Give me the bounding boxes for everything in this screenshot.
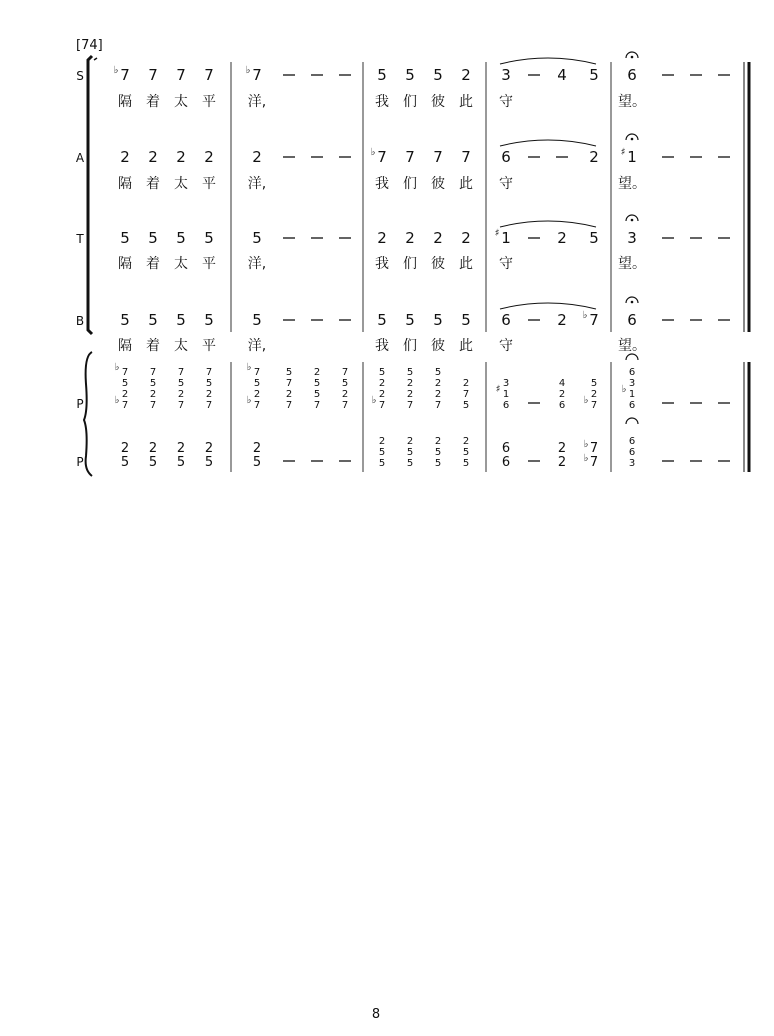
staff-a (76, 134, 730, 192)
chord-note: 7 (253, 367, 261, 378)
chord-note: 6 (628, 400, 636, 411)
lyric-syllable: 们 (403, 94, 417, 110)
lyric-syllable: 隔 (118, 256, 132, 272)
note: 2 (148, 148, 158, 166)
chord-note: 2 (253, 389, 261, 400)
note: 2 (405, 229, 415, 247)
lyric-syllable: 洋, (247, 176, 267, 192)
lyric-syllable: 太 (174, 176, 188, 192)
lyric-syllable: 们 (403, 256, 417, 272)
note: 2 (589, 148, 599, 166)
note: 5 (252, 229, 262, 247)
chord-note: 2 (313, 367, 321, 378)
lyric-syllable: 此 (459, 338, 473, 354)
chord-note: 1 (628, 389, 636, 400)
note: 5 (433, 66, 443, 84)
piano-brace (84, 352, 92, 476)
note: 5 (405, 66, 415, 84)
note: 2 (557, 311, 567, 329)
piano-staves (76, 354, 730, 470)
lyric-syllable: 彼 (431, 338, 445, 354)
chord-note: 2 (590, 389, 598, 400)
note: 6 (501, 311, 511, 329)
lyric-syllable: 我 (375, 256, 389, 272)
lyric-syllable: 望。 (618, 256, 646, 272)
voice-label: T (76, 232, 84, 246)
accidental: ♯ (494, 228, 500, 239)
lyric-syllable: 平 (202, 94, 216, 110)
chord-note: 2 (557, 455, 567, 470)
piano-staff-2 (76, 418, 730, 470)
accidental: ♭ (583, 439, 589, 450)
chord-note: 7 (406, 400, 414, 411)
staff-t (75, 215, 730, 272)
chord-note: 2 (285, 389, 293, 400)
fermata-icon (626, 354, 638, 360)
chord-note: 2 (378, 389, 386, 400)
chord-note: 6 (628, 367, 636, 378)
accidental: ♭ (246, 395, 252, 406)
chord-note: 7 (149, 400, 157, 411)
note: 7 (120, 66, 130, 84)
chord-note: 6 (501, 455, 511, 470)
chord-note: 5 (120, 455, 130, 470)
chord-note: 7 (205, 367, 213, 378)
note: 7 (433, 148, 443, 166)
chord-note: 2 (177, 389, 185, 400)
lyric-syllable: 着 (146, 256, 160, 272)
note: 7 (377, 148, 387, 166)
lyric-syllable: 洋, (247, 94, 267, 110)
chord-note: 7 (121, 400, 129, 411)
chord-note: 3 (502, 378, 510, 389)
chord-note: 6 (502, 400, 510, 411)
note: 5 (377, 311, 387, 329)
chord-note: 2 (378, 378, 386, 389)
barlines (231, 62, 749, 472)
system-brackets (84, 56, 97, 476)
chord-note: 7 (121, 367, 129, 378)
lyric-syllable: 们 (403, 176, 417, 192)
note: 5 (176, 229, 186, 247)
piano-label: P (76, 397, 84, 411)
lyric-syllable: 隔 (118, 338, 132, 354)
slur (500, 221, 596, 227)
accidental: ♭ (114, 395, 120, 406)
chord-note: 5 (204, 455, 214, 470)
chord-note: 5 (462, 447, 470, 458)
chord-note: 3 (628, 458, 636, 469)
accidental: ♯ (620, 147, 626, 158)
chord-note: 2 (205, 389, 213, 400)
lyric-syllable: 我 (375, 338, 389, 354)
note: 6 (627, 311, 637, 329)
accidental: ♭ (582, 310, 588, 321)
chord-note: 5 (313, 378, 321, 389)
lyric-syllable: 望。 (618, 338, 646, 354)
chord-note: 5 (406, 458, 414, 469)
note: 7 (252, 66, 262, 84)
slur (500, 303, 596, 309)
chord-note: 2 (406, 378, 414, 389)
chord-note: 3 (628, 378, 636, 389)
staff-b (76, 297, 730, 354)
slur (500, 58, 596, 64)
chord-note: 5 (176, 455, 186, 470)
chord-note: 6 (501, 441, 511, 456)
choir-bracket (88, 56, 92, 334)
lyric-syllable: 彼 (431, 176, 445, 192)
voice-label: B (75, 314, 85, 328)
fermata-dot (631, 301, 634, 304)
chord-note: 2 (204, 441, 214, 456)
lyric-syllable: 隔 (118, 94, 132, 110)
accidental: ♭ (114, 362, 120, 373)
lyric-syllable: 此 (459, 256, 473, 272)
fermata-dot (631, 138, 634, 141)
note: 7 (405, 148, 415, 166)
chord-note: 2 (176, 441, 186, 456)
lyric-syllable: 着 (146, 94, 160, 110)
lyric-syllable: 着 (146, 176, 160, 192)
lyric-syllable: 平 (202, 338, 216, 354)
chord-note: 7 (462, 389, 470, 400)
chord-note: 5 (434, 367, 442, 378)
note: 5 (377, 66, 387, 84)
note: 5 (120, 311, 130, 329)
lyric-syllable: 隔 (118, 176, 132, 192)
chord-note: 5 (177, 378, 185, 389)
note: 5 (148, 229, 158, 247)
lyric-syllable: 洋, (247, 256, 267, 272)
chord-note: 2 (378, 436, 386, 447)
note: 7 (204, 66, 214, 84)
note: 3 (627, 229, 637, 247)
note: 5 (589, 229, 599, 247)
piano-staff-1 (76, 354, 730, 411)
chord-note: 2 (148, 441, 158, 456)
chord-note: 2 (434, 436, 442, 447)
accidental: ♭ (113, 65, 119, 76)
chord-note: 5 (406, 367, 414, 378)
chord-note: 4 (558, 378, 566, 389)
chord-note: 7 (341, 367, 349, 378)
note: 2 (557, 229, 567, 247)
chord-note: 7 (313, 400, 321, 411)
chord-note: 5 (378, 458, 386, 469)
accidental: ♭ (621, 384, 627, 395)
chord-note: 7 (285, 400, 293, 411)
lyric-syllable: 守 (499, 338, 513, 354)
accidental: ♯ (495, 384, 501, 395)
note: 5 (148, 311, 158, 329)
note: 4 (557, 66, 567, 84)
lyric-syllable: 平 (202, 256, 216, 272)
chord-note: 5 (434, 447, 442, 458)
chord-note: 2 (120, 441, 130, 456)
lyric-syllable: 彼 (431, 256, 445, 272)
chord-note: 5 (149, 378, 157, 389)
accidental: ♭ (583, 453, 589, 464)
chord-note: 2 (462, 436, 470, 447)
voice-label: S (76, 69, 84, 83)
lyric-syllable: 此 (459, 94, 473, 110)
note: 7 (461, 148, 471, 166)
chord-note: 7 (378, 400, 386, 411)
bracket-hook (94, 58, 97, 60)
chord-note: 2 (434, 378, 442, 389)
lyric-syllable: 我 (375, 176, 389, 192)
chord-note: 7 (589, 455, 599, 470)
chord-note: 5 (378, 367, 386, 378)
fermata-dot (631, 219, 634, 222)
lyric-syllable: 太 (174, 94, 188, 110)
note: 6 (501, 148, 511, 166)
note: 2 (433, 229, 443, 247)
accidental: ♭ (246, 362, 252, 373)
lyric-syllable: 望。 (618, 94, 646, 110)
note: 2 (204, 148, 214, 166)
lyric-syllable: 守 (499, 256, 513, 272)
chord-note: 5 (285, 367, 293, 378)
staff-s (76, 52, 730, 110)
lyric-syllable: 守 (499, 94, 513, 110)
accidental: ♭ (370, 147, 376, 158)
note: 2 (176, 148, 186, 166)
chord-note: 1 (502, 389, 510, 400)
chord-note: 7 (253, 400, 261, 411)
lyric-syllable: 太 (174, 338, 188, 354)
note: 2 (252, 148, 262, 166)
note: 5 (204, 229, 214, 247)
lyric-syllable: 平 (202, 176, 216, 192)
fermata-icon (626, 418, 638, 424)
chord-note: 5 (462, 400, 470, 411)
page-number: 8 (371, 1007, 381, 1022)
note: 5 (589, 66, 599, 84)
note: 7 (148, 66, 158, 84)
note: 5 (405, 311, 415, 329)
chord-note: 7 (177, 367, 185, 378)
chord-note: 7 (205, 400, 213, 411)
slur (500, 140, 596, 146)
note: 1 (501, 229, 511, 247)
note: 5 (120, 229, 130, 247)
chord-note: 7 (149, 367, 157, 378)
chord-note: 7 (285, 378, 293, 389)
chord-note: 7 (589, 441, 599, 456)
piano-label: P (76, 455, 84, 469)
chord-note: 2 (406, 389, 414, 400)
lyric-syllable: 我 (375, 94, 389, 110)
rehearsal-mark: [74] (76, 38, 103, 53)
chord-note: 6 (628, 447, 636, 458)
chord-note: 5 (462, 458, 470, 469)
chord-note: 7 (434, 400, 442, 411)
chord-note: 5 (434, 458, 442, 469)
note: 7 (589, 311, 599, 329)
chord-note: 5 (205, 378, 213, 389)
lyric-syllable: 守 (499, 176, 513, 192)
lyric-syllable: 太 (174, 256, 188, 272)
voice-label: A (75, 151, 85, 165)
chord-note: 5 (313, 389, 321, 400)
chord-note: 6 (558, 400, 566, 411)
note: 3 (501, 66, 511, 84)
note: 7 (176, 66, 186, 84)
lyric-syllable: 洋, (247, 338, 267, 354)
note: 5 (204, 311, 214, 329)
note: 2 (461, 229, 471, 247)
note: 2 (461, 66, 471, 84)
note: 5 (252, 311, 262, 329)
chord-note: 2 (462, 378, 470, 389)
note: 1 (627, 148, 637, 166)
note: 6 (627, 66, 637, 84)
note: 5 (176, 311, 186, 329)
fermata-dot (631, 56, 634, 59)
chord-note: 2 (149, 389, 157, 400)
chord-note: 7 (590, 400, 598, 411)
vocal-staves (75, 52, 730, 354)
lyric-syllable: 望。 (618, 176, 646, 192)
lyric-syllable: 此 (459, 176, 473, 192)
chord-note: 7 (177, 400, 185, 411)
chord-note: 2 (434, 389, 442, 400)
chord-note: 5 (148, 455, 158, 470)
chord-note: 5 (406, 447, 414, 458)
chord-note: 6 (628, 436, 636, 447)
accidental: ♭ (245, 65, 251, 76)
chord-note: 2 (341, 389, 349, 400)
note: 2 (377, 229, 387, 247)
chord-note: 5 (590, 378, 598, 389)
chord-note: 5 (121, 378, 129, 389)
chord-note: 2 (557, 441, 567, 456)
note: 5 (433, 311, 443, 329)
chord-note: 2 (252, 441, 262, 456)
chord-note: 5 (341, 378, 349, 389)
lyric-syllable: 们 (403, 338, 417, 354)
accidental: ♭ (371, 395, 377, 406)
chord-note: 2 (558, 389, 566, 400)
note: 5 (461, 311, 471, 329)
chord-note: 5 (252, 455, 262, 470)
chord-note: 5 (253, 378, 261, 389)
chord-note: 2 (406, 436, 414, 447)
accidental: ♭ (583, 395, 589, 406)
chord-note: 2 (121, 389, 129, 400)
lyric-syllable: 彼 (431, 94, 445, 110)
note: 2 (120, 148, 130, 166)
lyric-syllable: 着 (146, 338, 160, 354)
chord-note: 7 (341, 400, 349, 411)
chord-note: 5 (378, 447, 386, 458)
